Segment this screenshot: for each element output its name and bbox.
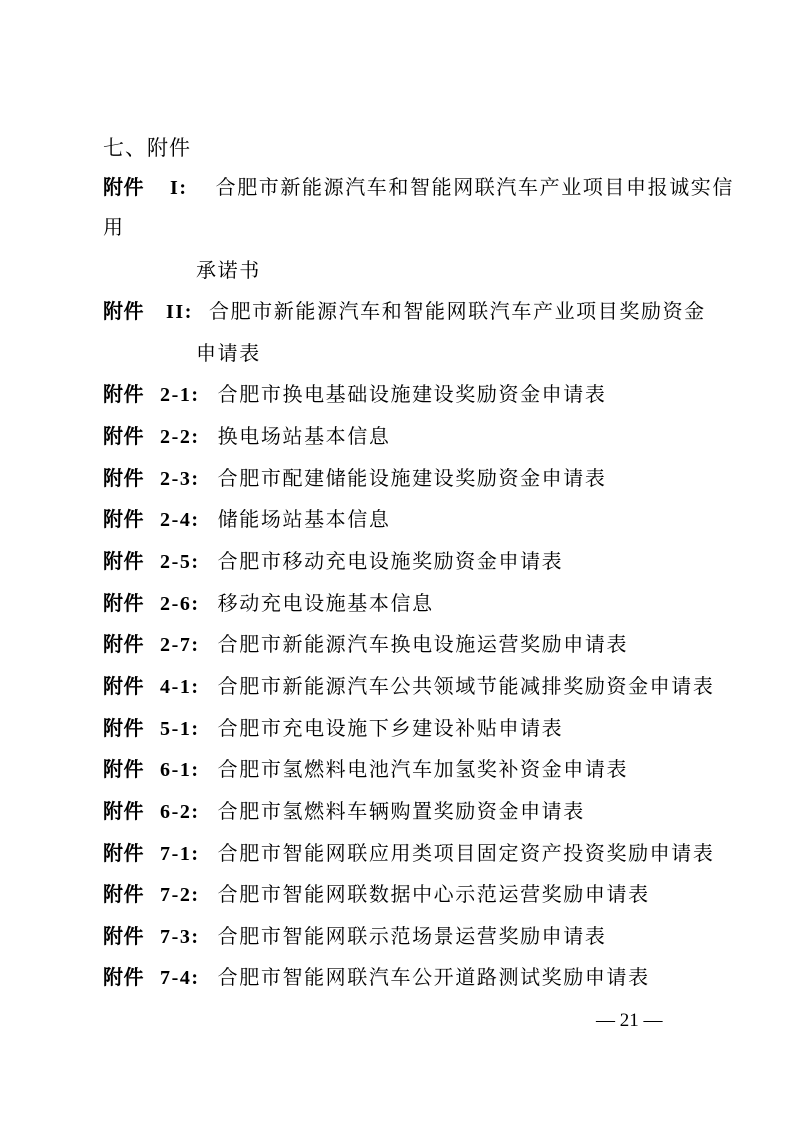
- page-number: — 21 —: [596, 1010, 663, 1031]
- attachment-code: 6-2:: [159, 801, 200, 823]
- attachment-label: 附件: [103, 382, 144, 406]
- attachment-item-2: [103, 296, 706, 327]
- attachment-title: 合肥市新能源汽车和智能网联汽车产业项目奖励资金: [208, 299, 706, 323]
- attachment-item-2-7: [103, 629, 628, 660]
- attachment-code: II:: [165, 301, 193, 323]
- attachment-item-7-1: [103, 838, 714, 869]
- attachment-code: 2-3:: [159, 468, 200, 490]
- attachment-title: 合肥市氢燃料车辆购置奖励资金申请表: [217, 799, 585, 823]
- attachment-item-6-1: [103, 754, 628, 785]
- attachment-title: 移动充电设施基本信息: [217, 591, 434, 615]
- attachment-code: 2-6:: [159, 593, 200, 615]
- attachment-code: 7-2:: [159, 884, 200, 906]
- attachment-item-2-2: [103, 421, 390, 452]
- attachment-label: 附件: [103, 882, 144, 906]
- attachment-code: 2-5:: [159, 551, 200, 573]
- attachment-item-2-5: [103, 546, 563, 577]
- attachment-title: 储能场站基本信息: [217, 507, 391, 531]
- attachment-item-7-4: [103, 962, 650, 993]
- attachment-item-4-1: [103, 671, 714, 702]
- attachment-title: 合肥市氢燃料电池汽车加氢奖补资金申请表: [217, 757, 629, 781]
- attachment-title-continuation: 用: [103, 215, 125, 239]
- attachment-title: 合肥市移动充电设施奖励资金申请表: [217, 549, 564, 573]
- attachment-item-5-1: [103, 713, 563, 744]
- attachment-item-2-4: [103, 504, 390, 535]
- attachment-label: 附件: [103, 965, 144, 989]
- attachment-label: 附件: [103, 632, 144, 656]
- attachment-title: 合肥市智能网联数据中心示范运营奖励申请表: [217, 882, 650, 906]
- attachment-title: 合肥市充电设施下乡建设补贴申请表: [217, 716, 564, 740]
- attachment-title-continuation: 承诺书: [196, 258, 261, 282]
- attachment-label: 附件: [103, 924, 144, 948]
- attachment-item-6-2: [103, 796, 585, 827]
- attachment-label: 附件: [103, 674, 144, 698]
- attachment-code: 7-1:: [159, 843, 200, 865]
- attachment-label: 附件: [103, 799, 144, 823]
- attachment-code: 4-1:: [159, 676, 200, 698]
- attachment-title: 合肥市智能网联汽车公开道路测试奖励申请表: [217, 965, 650, 989]
- attachment-title: 合肥市智能网联示范场景运营奖励申请表: [217, 924, 607, 948]
- attachment-label: 附件: [103, 716, 144, 740]
- attachment-item-7-2: [103, 879, 650, 910]
- attachment-label: 附件: [103, 175, 144, 199]
- attachment-code: 6-1:: [159, 759, 200, 781]
- attachment-label: 附件: [103, 841, 144, 865]
- attachment-item-2-1: [103, 379, 606, 410]
- attachment-title: 合肥市新能源汽车换电设施运营奖励申请表: [217, 632, 629, 656]
- attachment-label: 附件: [103, 299, 144, 323]
- attachment-title: 合肥市配建储能设施建设奖励资金申请表: [217, 466, 607, 490]
- attachment-item-2-3: [103, 463, 606, 494]
- attachment-label: 附件: [103, 507, 144, 531]
- attachment-item-7-3: [103, 921, 606, 952]
- attachment-label: 附件: [103, 549, 144, 573]
- attachment-title: 换电场站基本信息: [217, 424, 391, 448]
- attachment-item-1: [103, 172, 734, 203]
- attachment-title: 合肥市新能源汽车和智能网联汽车产业项目申报诚实信: [215, 175, 734, 199]
- attachment-code: 7-3:: [159, 926, 200, 948]
- attachment-label: 附件: [103, 757, 144, 781]
- attachment-label: 附件: [103, 424, 144, 448]
- attachment-code: 2-1:: [159, 384, 200, 406]
- attachment-code: 2-7:: [159, 634, 200, 656]
- attachment-title: 合肥市智能网联应用类项目固定资产投资奖励申请表: [217, 841, 715, 865]
- attachment-title: 合肥市新能源汽车公共领域节能减排奖励资金申请表: [217, 674, 715, 698]
- attachment-code: 2-4:: [159, 509, 200, 531]
- attachment-label: 附件: [103, 466, 144, 490]
- attachment-label: 附件: [103, 591, 144, 615]
- attachment-item-2-6: [103, 588, 434, 619]
- attachment-code: I:: [169, 177, 188, 199]
- attachment-code: 5-1:: [159, 718, 200, 740]
- attachment-title-continuation: 申请表: [196, 341, 261, 365]
- attachment-code: 2-2:: [159, 426, 200, 448]
- attachment-code: 7-4:: [159, 967, 200, 989]
- section-heading: 七、附件: [103, 136, 191, 160]
- attachment-title: 合肥市换电基础设施建设奖励资金申请表: [217, 382, 607, 406]
